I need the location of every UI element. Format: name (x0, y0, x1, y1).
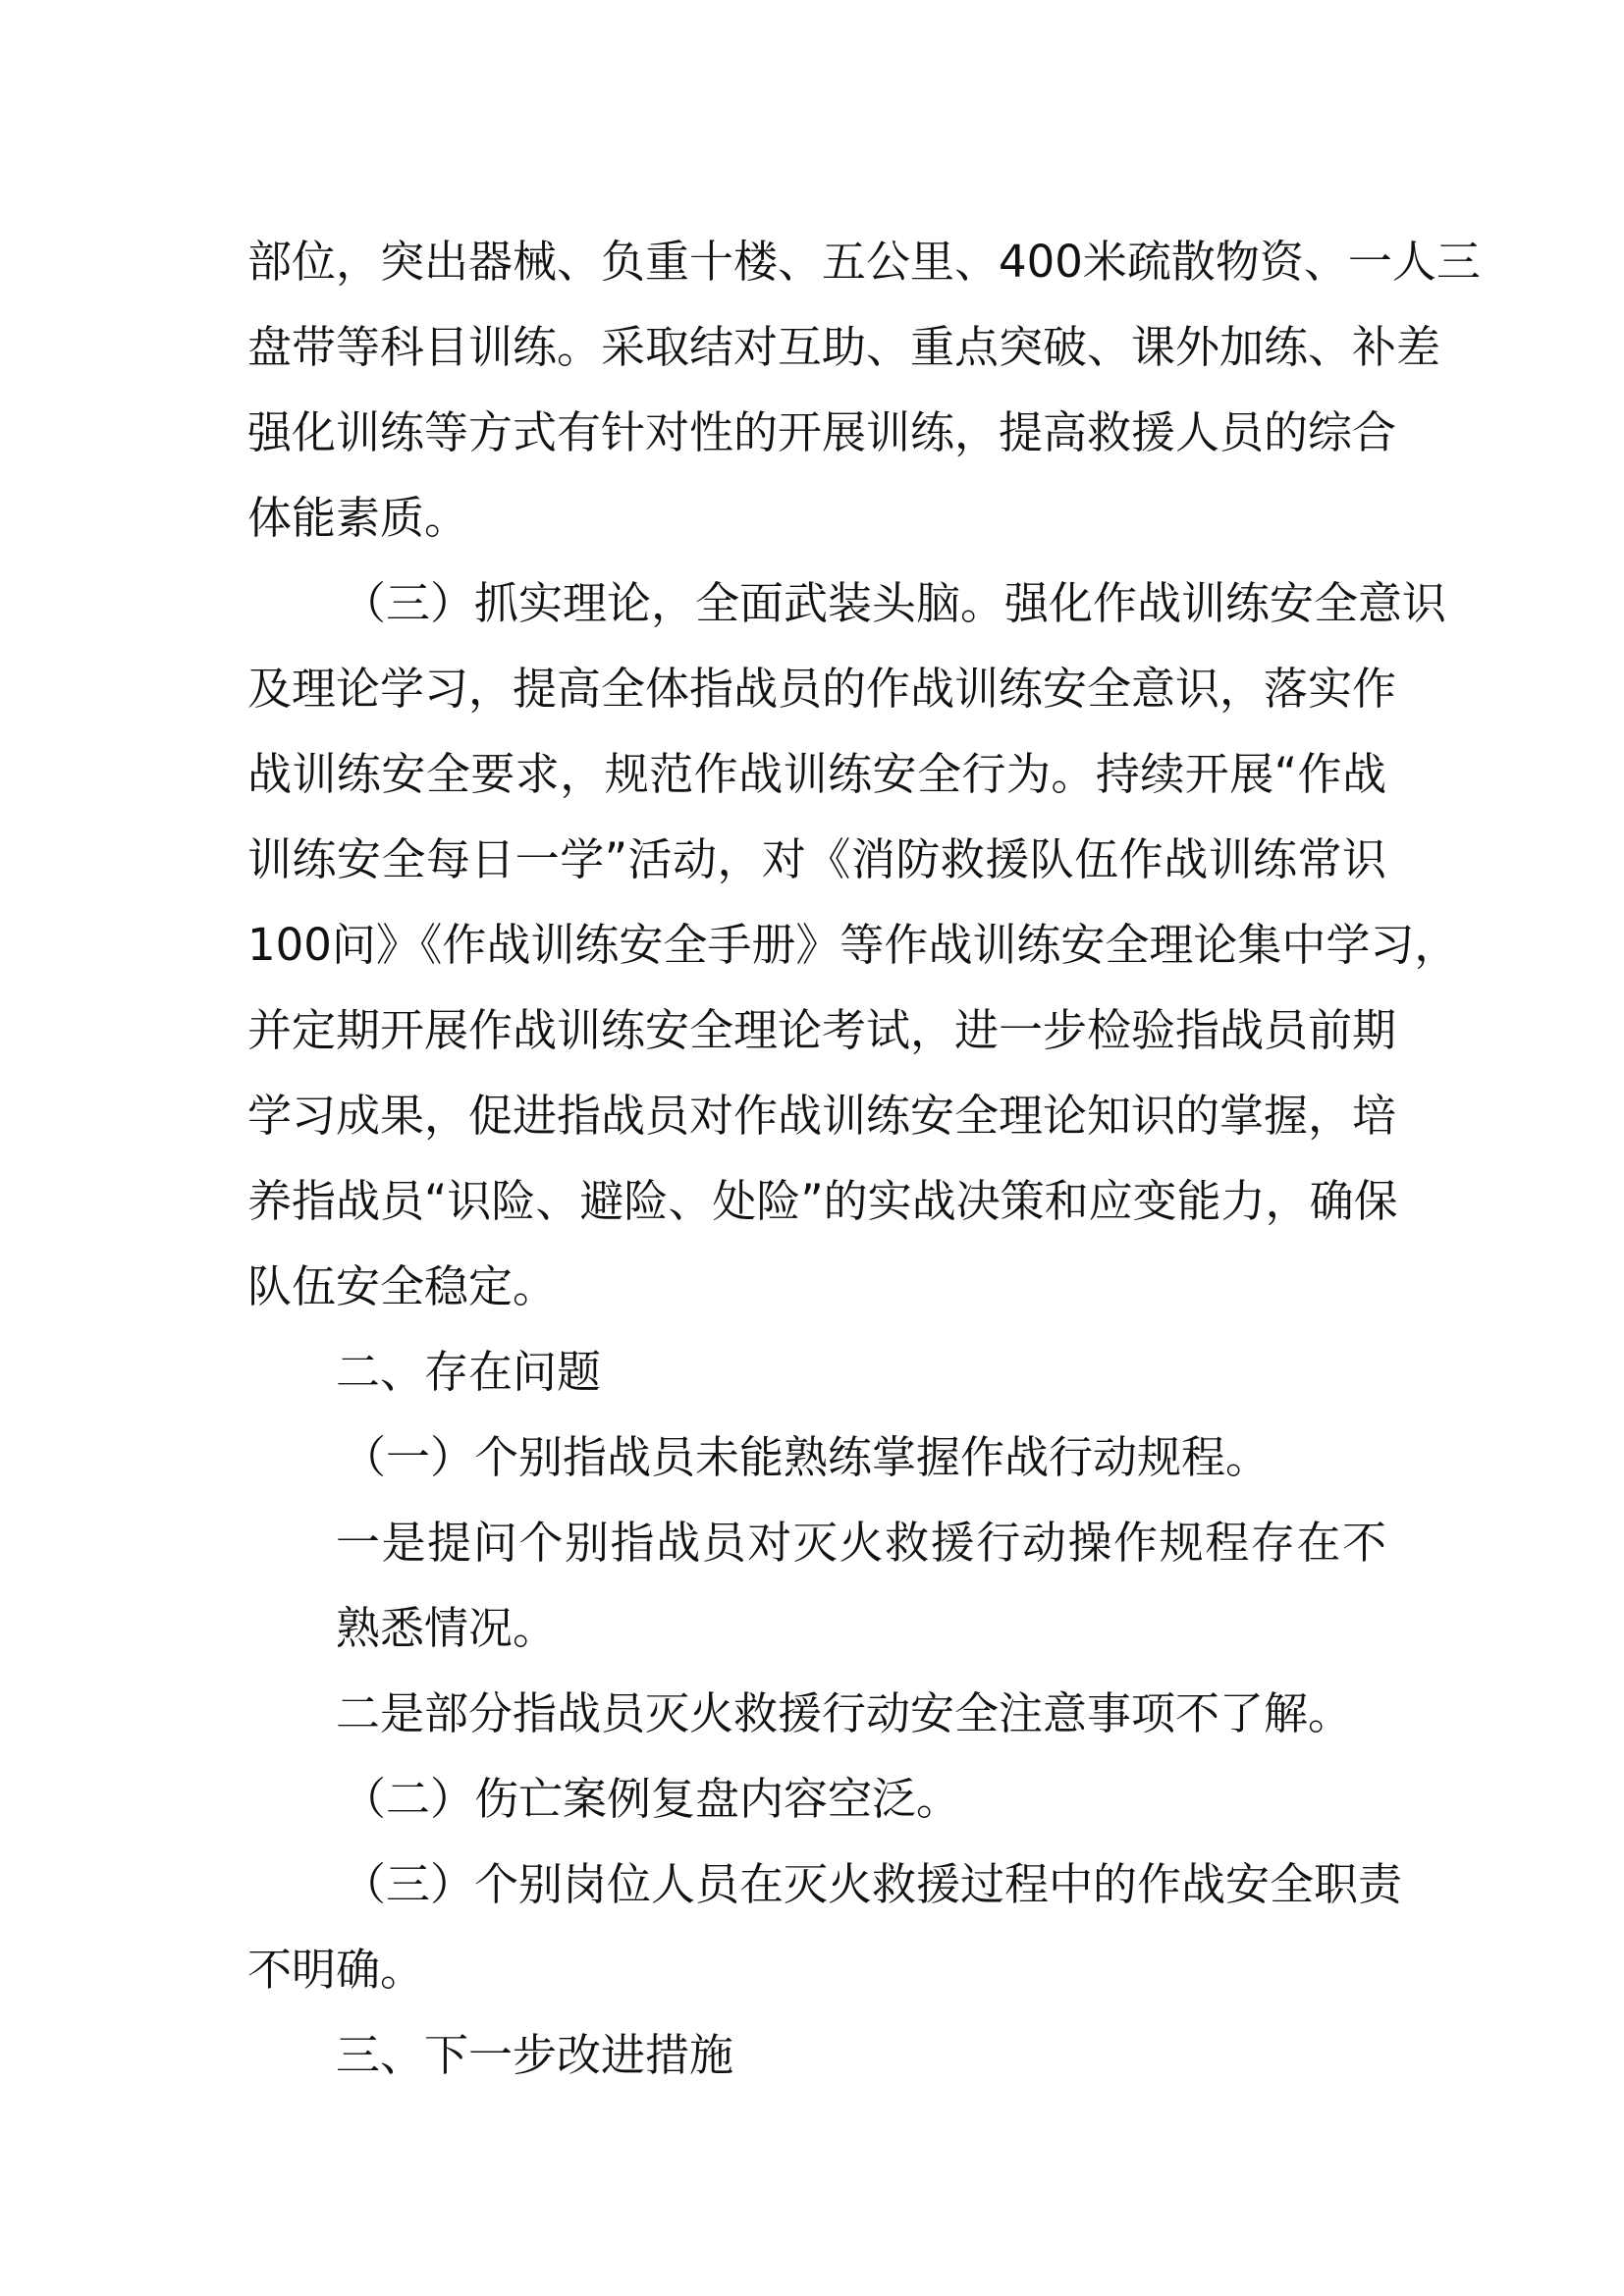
paragraph-line: 战训练安全要求，规范作战训练安全行为。持续开展“作战 (247, 748, 1386, 800)
section-heading-problems: 二、存在问题 (336, 1346, 602, 1398)
paragraph-line: 及理论学习，提高全体指战员的作战训练安全意识，落实作 (247, 663, 1397, 715)
subheading-problem-3: （三）个别岗位人员在灭火救援过程中的作战安全职责 (342, 1858, 1403, 1910)
paragraph-line: 强化训练等方式有针对性的开展训练，提高救援人员的综合 (247, 406, 1397, 458)
paragraph-line: 养指战员“识险、避险、处险”的实战决策和应变能力，确保 (247, 1175, 1398, 1227)
section-heading-next-steps: 三、下一步改进措施 (336, 2029, 734, 2081)
paragraph-line: 一是提问个别指战员对灭火救援行动操作规程存在不 (336, 1517, 1386, 1569)
paragraph-line: 体能素质。 (247, 492, 469, 544)
subheading-problem-2: （二）伤亡案例复盘内容空泛。 (342, 1773, 961, 1825)
subheading-problem-1: （一）个别指战员未能熟练掌握作战行动规程。 (342, 1431, 1271, 1483)
paragraph-line: 并定期开展作战训练安全理论考试，进一步检验指战员前期 (247, 1004, 1397, 1056)
paragraph-line: 训练安全每日一学”活动，对《消防救援队伍作战训练常识 (247, 833, 1386, 885)
paragraph-line: 二是部分指战员灭火救援行动安全注意事项不了解。 (336, 1687, 1353, 1739)
paragraph-line: 100问》《作战训练安全手册》等作战训练安全理论集中学习， (247, 919, 1459, 971)
paragraph-line: 部位，突出器械、负重十楼、五公里、400米疏散物资、一人三 (247, 236, 1481, 288)
paragraph-line: 队伍安全稳定。 (247, 1260, 558, 1312)
paragraph-line: 熟悉情况。 (336, 1602, 558, 1654)
paragraph-line: 盘带等科目训练。采取结对互助、重点突破、课外加练、补差 (247, 321, 1441, 373)
document-body (247, 219, 1481, 2098)
subheading-theory: （三）抓实理论，全面武装头脑。强化作战训练安全意识 (342, 577, 1447, 629)
paragraph-line: 不明确。 (247, 1944, 425, 1996)
paragraph-line: 学习成果，促进指战员对作战训练安全理论知识的掌握，培 (247, 1090, 1397, 1142)
